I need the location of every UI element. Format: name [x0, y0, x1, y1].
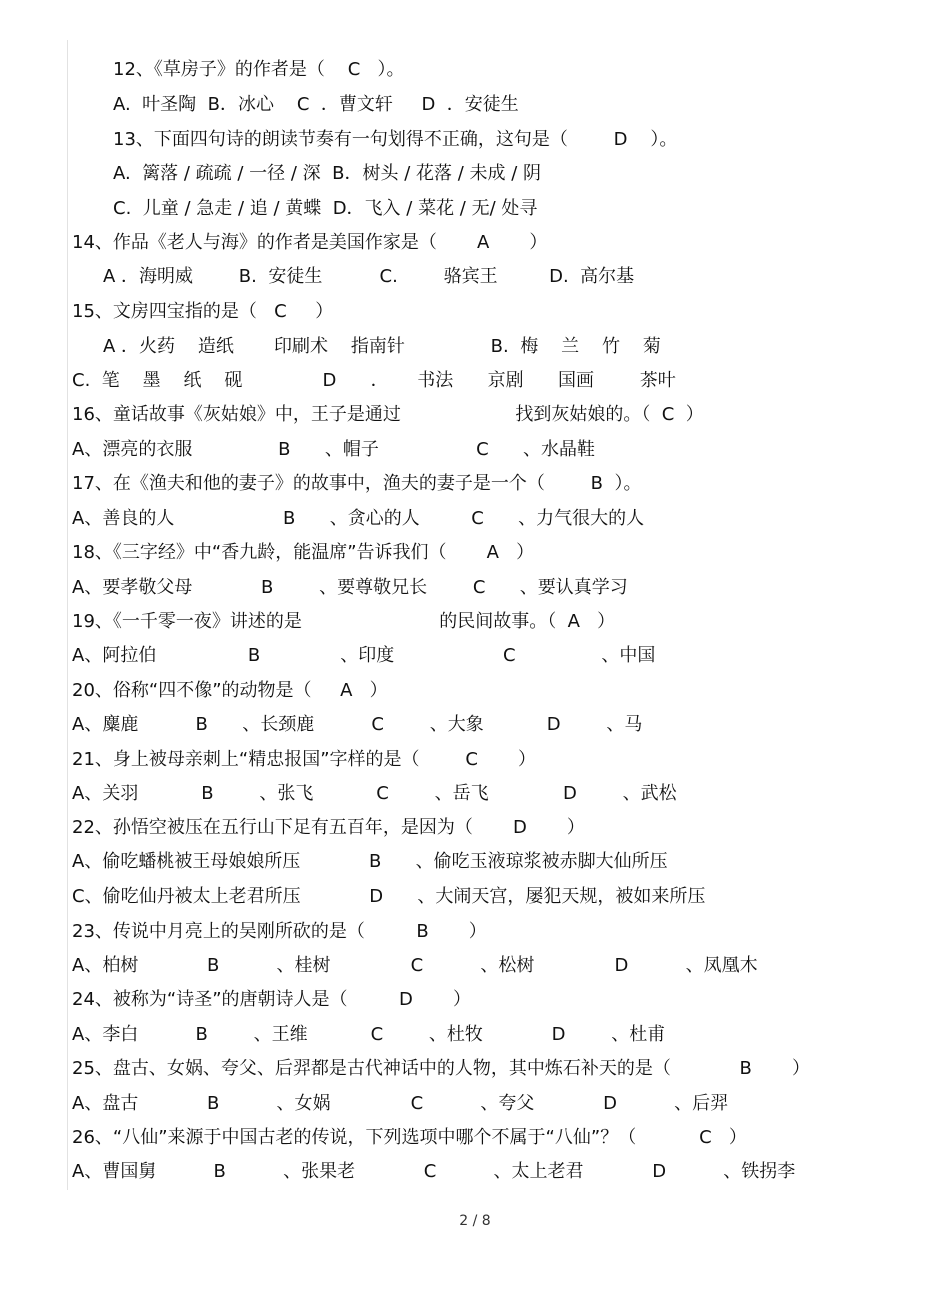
page-number: 2 / 8 [459, 1213, 491, 1229]
question-14-options: A ．海明威 B. 安徒生 C. 骆宾王 D. 高尔基 [103, 266, 635, 287]
question-15-options-cd: C. 笔 墨 纸 砚 D ． 书法 京剧 国画 茶叶 [72, 370, 676, 391]
question-18: 18、《三字经》中“香九龄，能温席”告诉我们（ A ） [72, 542, 535, 563]
question-26-options: A、曹国舅 B 、张果老 C 、太上老君 D 、铁拐李 [72, 1161, 796, 1182]
question-22: 22、孙悟空被压在五行山下足有五百年，是因为（ D ） [72, 817, 585, 838]
question-13: 13、下面四句诗的朗读节奏有一句划得不正确，这句是（ D ）。 [113, 129, 678, 150]
question-15: 15、文房四宝指的是（ C ） [72, 301, 334, 322]
question-21-options: A、关羽 B 、张飞 C 、岳飞 D 、武松 [72, 783, 677, 804]
question-25: 25、盘古、女娲、夸父、后羿都是古代神话中的人物，其中炼石补天的是（ B ） [72, 1058, 810, 1079]
question-26: 26、“八仙”来源于中国古老的传说，下列选项中哪个不属于“八仙”？（ C ） [72, 1127, 747, 1148]
question-13-options-ab: A. 篱落 / 疏疏 / 一径 / 深 B．树头 / 花落 / 未成 / 阴 [113, 163, 541, 184]
question-16-options: A、漂亮的衣服 B 、帽子 C 、水晶鞋 [72, 439, 595, 460]
question-19-options: A、阿拉伯 B 、印度 C 、中国 [72, 645, 656, 666]
question-24-options: A、李白 B 、王维 C 、杜牧 D 、杜甫 [72, 1024, 666, 1045]
question-22-options-ab: A、偷吃蟠桃被王母娘娘所压 B 、偷吃玉液琼浆被赤脚大仙所压 [72, 851, 668, 872]
question-22-options-cd: C、偷吃仙丹被太上老君所压 D 、大闹天宫，屡犯天规，被如来所压 [72, 886, 706, 907]
question-14: 14、作品《老人与海》的作者是美国作家是（ A ） [72, 232, 548, 253]
question-12: 12、《草房子》的作者是（ C ）。 [113, 59, 405, 80]
question-23: 23、传说中月亮上的吴刚所砍的是（ B ） [72, 921, 487, 942]
question-20-options: A、麋鹿 B 、长颈鹿 C 、大象 D 、马 [72, 714, 643, 735]
question-23-options: A、柏树 B 、桂树 C 、松树 D 、凤凰木 [72, 955, 758, 976]
page-margin-rule [67, 40, 68, 1190]
question-16: 16、童话故事《灰姑娘》中，王子是通过 找到灰姑娘的。（ C ） [72, 404, 704, 425]
question-12-options: A. 叶圣陶 B．冰心 C ．曹文轩 D ．安徒生 [113, 94, 519, 115]
question-20: 20、俗称“四不像”的动物是（ A ） [72, 680, 388, 701]
question-17: 17、在《渔夫和他的妻子》的故事中，渔夫的妻子是一个（ B ）。 [72, 473, 642, 494]
question-15-options-ab: A ．火药 造纸 印刷术 指南针 B. 梅 兰 竹 菊 [103, 336, 661, 357]
question-19: 19、《一千零一夜》讲述的是 的民间故事。（ A ） [72, 611, 616, 632]
question-18-options: A、要孝敬父母 B 、要尊敬兄长 C 、要认真学习 [72, 577, 628, 598]
question-17-options: A、善良的人 B 、贪心的人 C 、力气很大的人 [72, 508, 645, 529]
question-25-options: A、盘古 B 、女娲 C 、夸父 D 、后羿 [72, 1093, 729, 1114]
question-13-options-cd: C. 儿童 / 急走 / 追 / 黄蝶 D．飞入 / 菜花 / 无/ 处寻 [113, 198, 538, 219]
question-24: 24、被称为“诗圣”的唐朝诗人是（ D ） [72, 989, 471, 1010]
question-21: 21、身上被母亲刺上“精忠报国”字样的是（ C ） [72, 749, 536, 770]
